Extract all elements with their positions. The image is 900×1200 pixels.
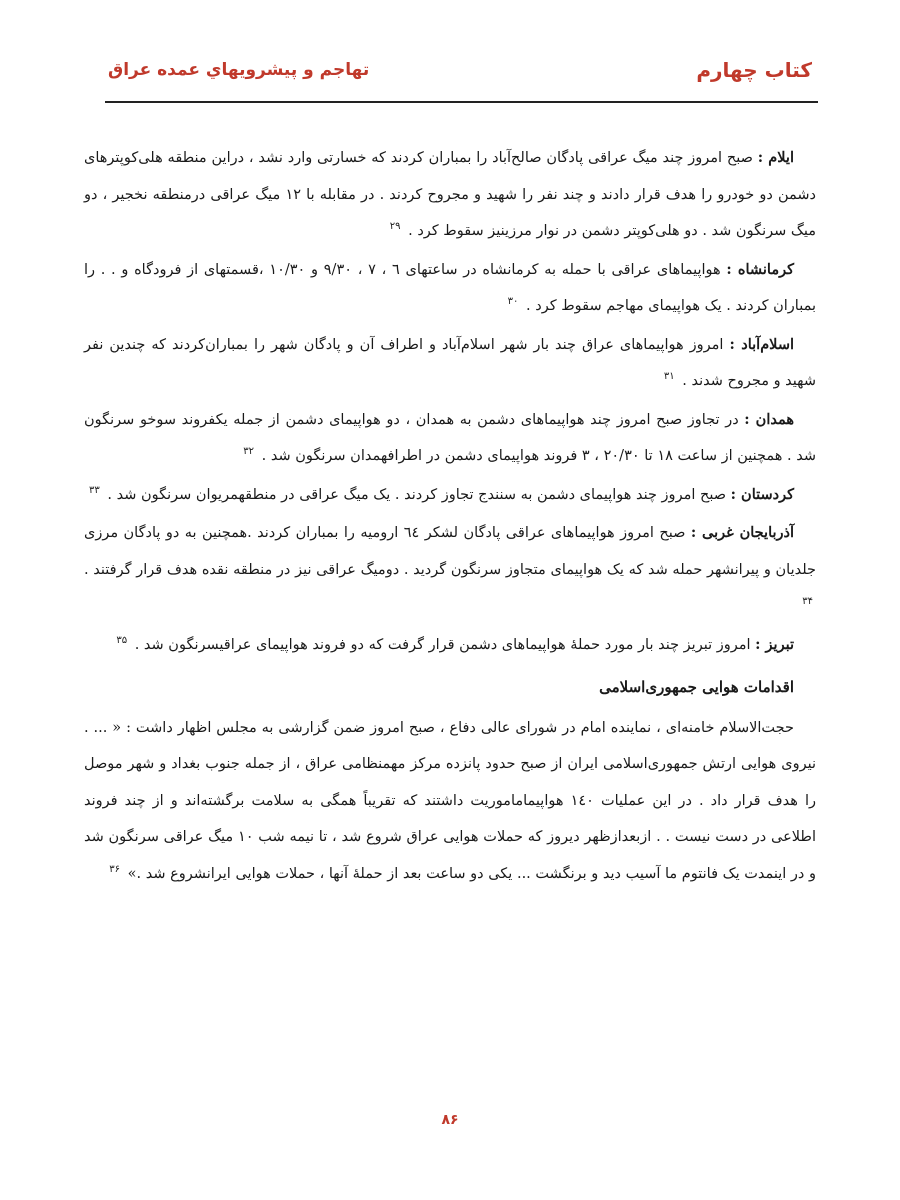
paragraph-lead: اسلام‌آباد : — [729, 335, 795, 353]
paragraph-lead: تبریز : — [755, 635, 794, 653]
paragraph-kermanshah — [84, 252, 816, 325]
paragraph-eslamabad — [84, 327, 816, 400]
paragraph-text: حجت‌الاسلام خامنه‌ای ، نماینده امام در شورای عالی دفاع ، صبح امروز ضمن گزارشی به مجلس اظهار داشت : « ... . نیروی هوایی ارتش جمهوری‌اسلامی ایران از صبح حدود پانزده مرکز مهمنظامی عراق ، از جمله جنوب بغداد و شهر موصل را هدف قرار داد . در این عملیات ١٤٠ هواپیماماموریت داشتند که تقریباً همگی به سلامت برگشته‌اند و از چند فروند اطلاعی در دست نیست . . ازبعدازظهر دیروز که حملات هوایی عراق شروع شد ، تا نیمه شب ١٠ میگ عراقی سرنگون شد و در اینمدت یک فانتوم ما آسیب دید و برنگشت ... یکی دو ساعت بعد از حملۀ آنها ، حملات هوایی ایرانشروع شد .» — [84, 719, 817, 882]
paragraph-tabriz — [84, 627, 816, 664]
paragraph-lead: آذربایجان غربی : — [690, 524, 795, 541]
page-number: ۸۶ — [441, 1112, 459, 1128]
paragraph-lead: ایلام : — [757, 149, 794, 166]
footnote-marker: ۳۲ — [243, 446, 255, 458]
paragraph-hamedan — [84, 402, 816, 475]
paragraph-lead: همدان : — [744, 410, 794, 428]
footnote-marker: ۳۴ — [802, 596, 813, 608]
header-divider — [105, 101, 818, 103]
footnote-marker: ۳۶ — [109, 863, 121, 875]
paragraph-lead: کردستان : — [730, 485, 794, 503]
paragraph-lead: کرمانشاه : — [726, 260, 794, 278]
paragraph-text: امروز هواپیماهای عراق چند بار شهر اسلام‌آباد و اطراف آن و پادگان شهر را بمباران‌کردند که چندین نفر شهید و مجروح شدند . — [84, 336, 816, 389]
body-text — [84, 140, 816, 894]
footnote-marker: ۳۱ — [663, 371, 675, 383]
paragraph-text: صبح امروز چند هواپیمای دشمن به سنندج تجاوز کردند . یک میگ عراقی در منطقهمریوان سرنگون شد . — [107, 486, 727, 503]
footnote-marker: ۳۵ — [116, 634, 128, 646]
footnote-marker: ۲۹ — [389, 221, 401, 233]
footnote-marker: ۳۳ — [89, 484, 100, 496]
paragraph-text: در تجاوز صبح امروز چند هواپیماهای دشمن به همدان ، دو هواپیمای دشمن از جمله یکفروند سوخو سرنگون شد . همچنین از ساعت ١٨ تا ٢٠/٣٠ ، ٣ فروند هواپیمای دشمن در اطرافهمدان سرنگون شد . — [84, 411, 816, 464]
footnote-marker: ۳۰ — [507, 296, 519, 308]
page-header — [108, 58, 812, 88]
book-title: کتاب چهارم — [696, 58, 812, 82]
running-title: تهاجم و پیشرویهاي عمده عراق — [108, 60, 370, 80]
paragraph-west-azerbaijan — [84, 515, 816, 625]
paragraph-text: هواپیماهای عراقی با حمله به کرمانشاه در ساعتهای ٦ ، ٧ ، ٩/٣٠ و ١٠/٣٠ ،قسمتهای از فرودگاه و . . را بمباران کردند . یک هواپیمای مهاجم سقوط کرد . — [84, 261, 816, 314]
paragraph-text: امروز تبریز چند بار مورد حملۀ هواپیماهای دشمن قرار گرفت که دو فروند هواپیمای عراقیسرنگون شد . — [134, 636, 751, 653]
paragraph-kurdistan — [84, 477, 816, 514]
paragraph-text: صبح امروز چند میگ عراقی پادگان صالح‌آباد را بمباران کردند که خسارتی وارد نشد ، دراین منطقه هلی‌کوپترهای دشمن دو خودرو را هدف قرار دادند و چند نفر را شهید و مجروح کردند . در مقابله با ۱۲ میگ عراقی درمنطقه نخجیر ، دو میگ سرنگون شد . دو هلی‌کوپتر دشمن در نوار مرزینیز سقوط کرد . — [84, 150, 816, 239]
paragraph-ilam — [84, 140, 816, 250]
section-paragraph — [84, 710, 816, 893]
paragraph-text: صبح امروز هواپیماهای عراقی پادگان لشکر ٦٤ ارومیه را بمباران کردند .همچنین به دو پادگان مرزی جلدیان و پیرانشهر حمله شد که یک هواپیمای متجاوز سرنگون گردید . دومیگ عراقی نیز در منطقه نقده هدف قرار گرفتند . — [84, 525, 816, 578]
section-heading: اقدامات هوایی جمهوری‌اسلامی — [599, 678, 794, 696]
